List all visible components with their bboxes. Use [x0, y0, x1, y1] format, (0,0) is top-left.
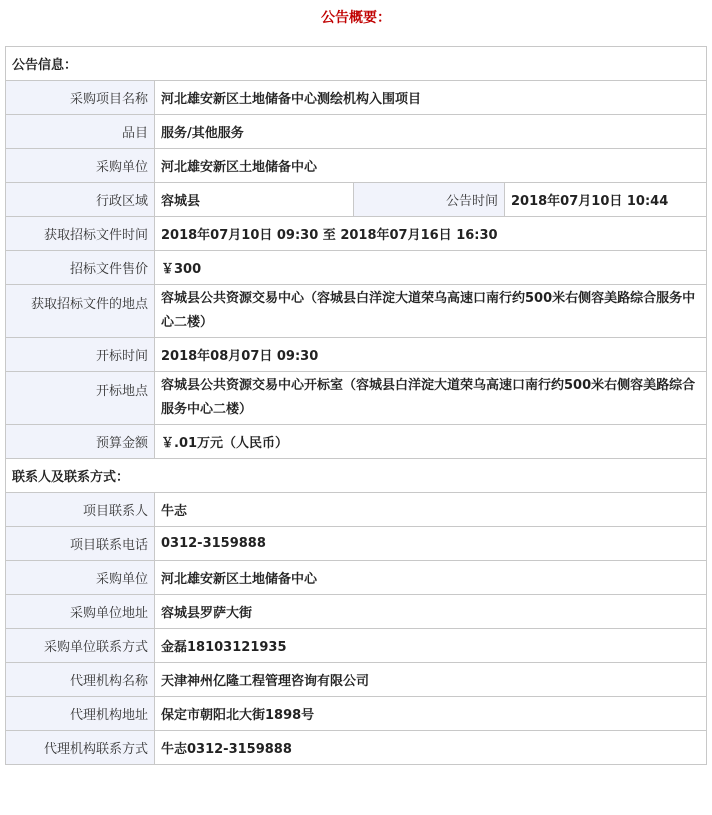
table-row: [6, 527, 707, 561]
field-label: 代理机构地址: [6, 697, 155, 731]
contact-phone-value: 0312-3159888: [155, 527, 707, 561]
announce-time-value: 2018年07月10日 10:44: [505, 183, 707, 217]
table-row: [6, 595, 707, 629]
table-row: [6, 217, 707, 251]
section-title-announcement: 公告信息：: [6, 47, 707, 81]
open-place-value: 容城县公共资源交易中心开标室（容城县白洋淀大道荣乌高速口南行约500米右侧容美路综合服务中心二楼）: [155, 372, 707, 425]
table-row: [6, 731, 707, 765]
field-label: 采购单位: [6, 561, 155, 595]
doc-place-value: 容城县公共资源交易中心（容城县白洋淀大道荣乌高速口南行约500米右侧容美路综合服务中心二楼）: [155, 285, 707, 338]
budget-value: ￥.01万元（人民币）: [155, 425, 707, 459]
field-label: 代理机构名称: [6, 663, 155, 697]
purchaser-value: 河北雄安新区土地储备中心: [155, 561, 707, 595]
page-title: 公告概要：: [321, 10, 391, 26]
table-row: [6, 663, 707, 697]
open-time-value: 2018年08月07日 09:30: [155, 338, 707, 372]
table-row: [6, 338, 707, 372]
section-header-row: [6, 459, 707, 493]
field-label: 获取招标文件的地点: [6, 285, 155, 338]
agency-name-value: 天津神州亿隆工程管理咨询有限公司: [155, 663, 707, 697]
field-label: 招标文件售价: [6, 251, 155, 285]
doc-time-value: 2018年07月10日 09:30 至 2018年07月16日 16:30: [155, 217, 707, 251]
field-label: 项目联系人: [6, 493, 155, 527]
field-label: 开标地点: [6, 372, 155, 425]
field-label: 开标时间: [6, 338, 155, 372]
purchaser-address-value: 容城县罗萨大街: [155, 595, 707, 629]
purchaser-value: 河北雄安新区土地储备中心: [155, 149, 707, 183]
table-row: [6, 149, 707, 183]
table-row: [6, 81, 707, 115]
table-row: [6, 285, 707, 338]
region-value: 容城县: [155, 183, 354, 217]
table-row: [6, 425, 707, 459]
field-label: 采购单位联系方式: [6, 629, 155, 663]
agency-address-value: 保定市朝阳北大街1898号: [155, 697, 707, 731]
table-row: [6, 372, 707, 425]
category-value: 服务/其他服务: [155, 115, 707, 149]
announcement-table: [5, 46, 707, 765]
agency-contact-value: 牛志0312-3159888: [155, 731, 707, 765]
field-label: 公告时间: [354, 183, 505, 217]
purchaser-contact-value: 金磊18103121935: [155, 629, 707, 663]
section-title-contacts: 联系人及联系方式：: [6, 459, 707, 493]
field-label: 代理机构联系方式: [6, 731, 155, 765]
project-name-value: 河北雄安新区土地储备中心测绘机构入围项目: [155, 81, 707, 115]
section-header-row: [6, 47, 707, 81]
doc-price-value: ￥300: [155, 251, 707, 285]
table-row: [6, 493, 707, 527]
contact-value: 牛志: [155, 493, 707, 527]
field-label: 采购单位: [6, 149, 155, 183]
field-label: 预算金额: [6, 425, 155, 459]
field-label: 行政区域: [6, 183, 155, 217]
table-row: [6, 697, 707, 731]
table-row: [6, 561, 707, 595]
field-label: 采购项目名称: [6, 81, 155, 115]
table-row: [6, 251, 707, 285]
field-label: 获取招标文件时间: [6, 217, 155, 251]
table-row: [6, 115, 707, 149]
table-row: [6, 629, 707, 663]
field-label: 项目联系电话: [6, 527, 155, 561]
field-label: 品目: [6, 115, 155, 149]
field-label: 采购单位地址: [6, 595, 155, 629]
table-row: [6, 183, 707, 217]
